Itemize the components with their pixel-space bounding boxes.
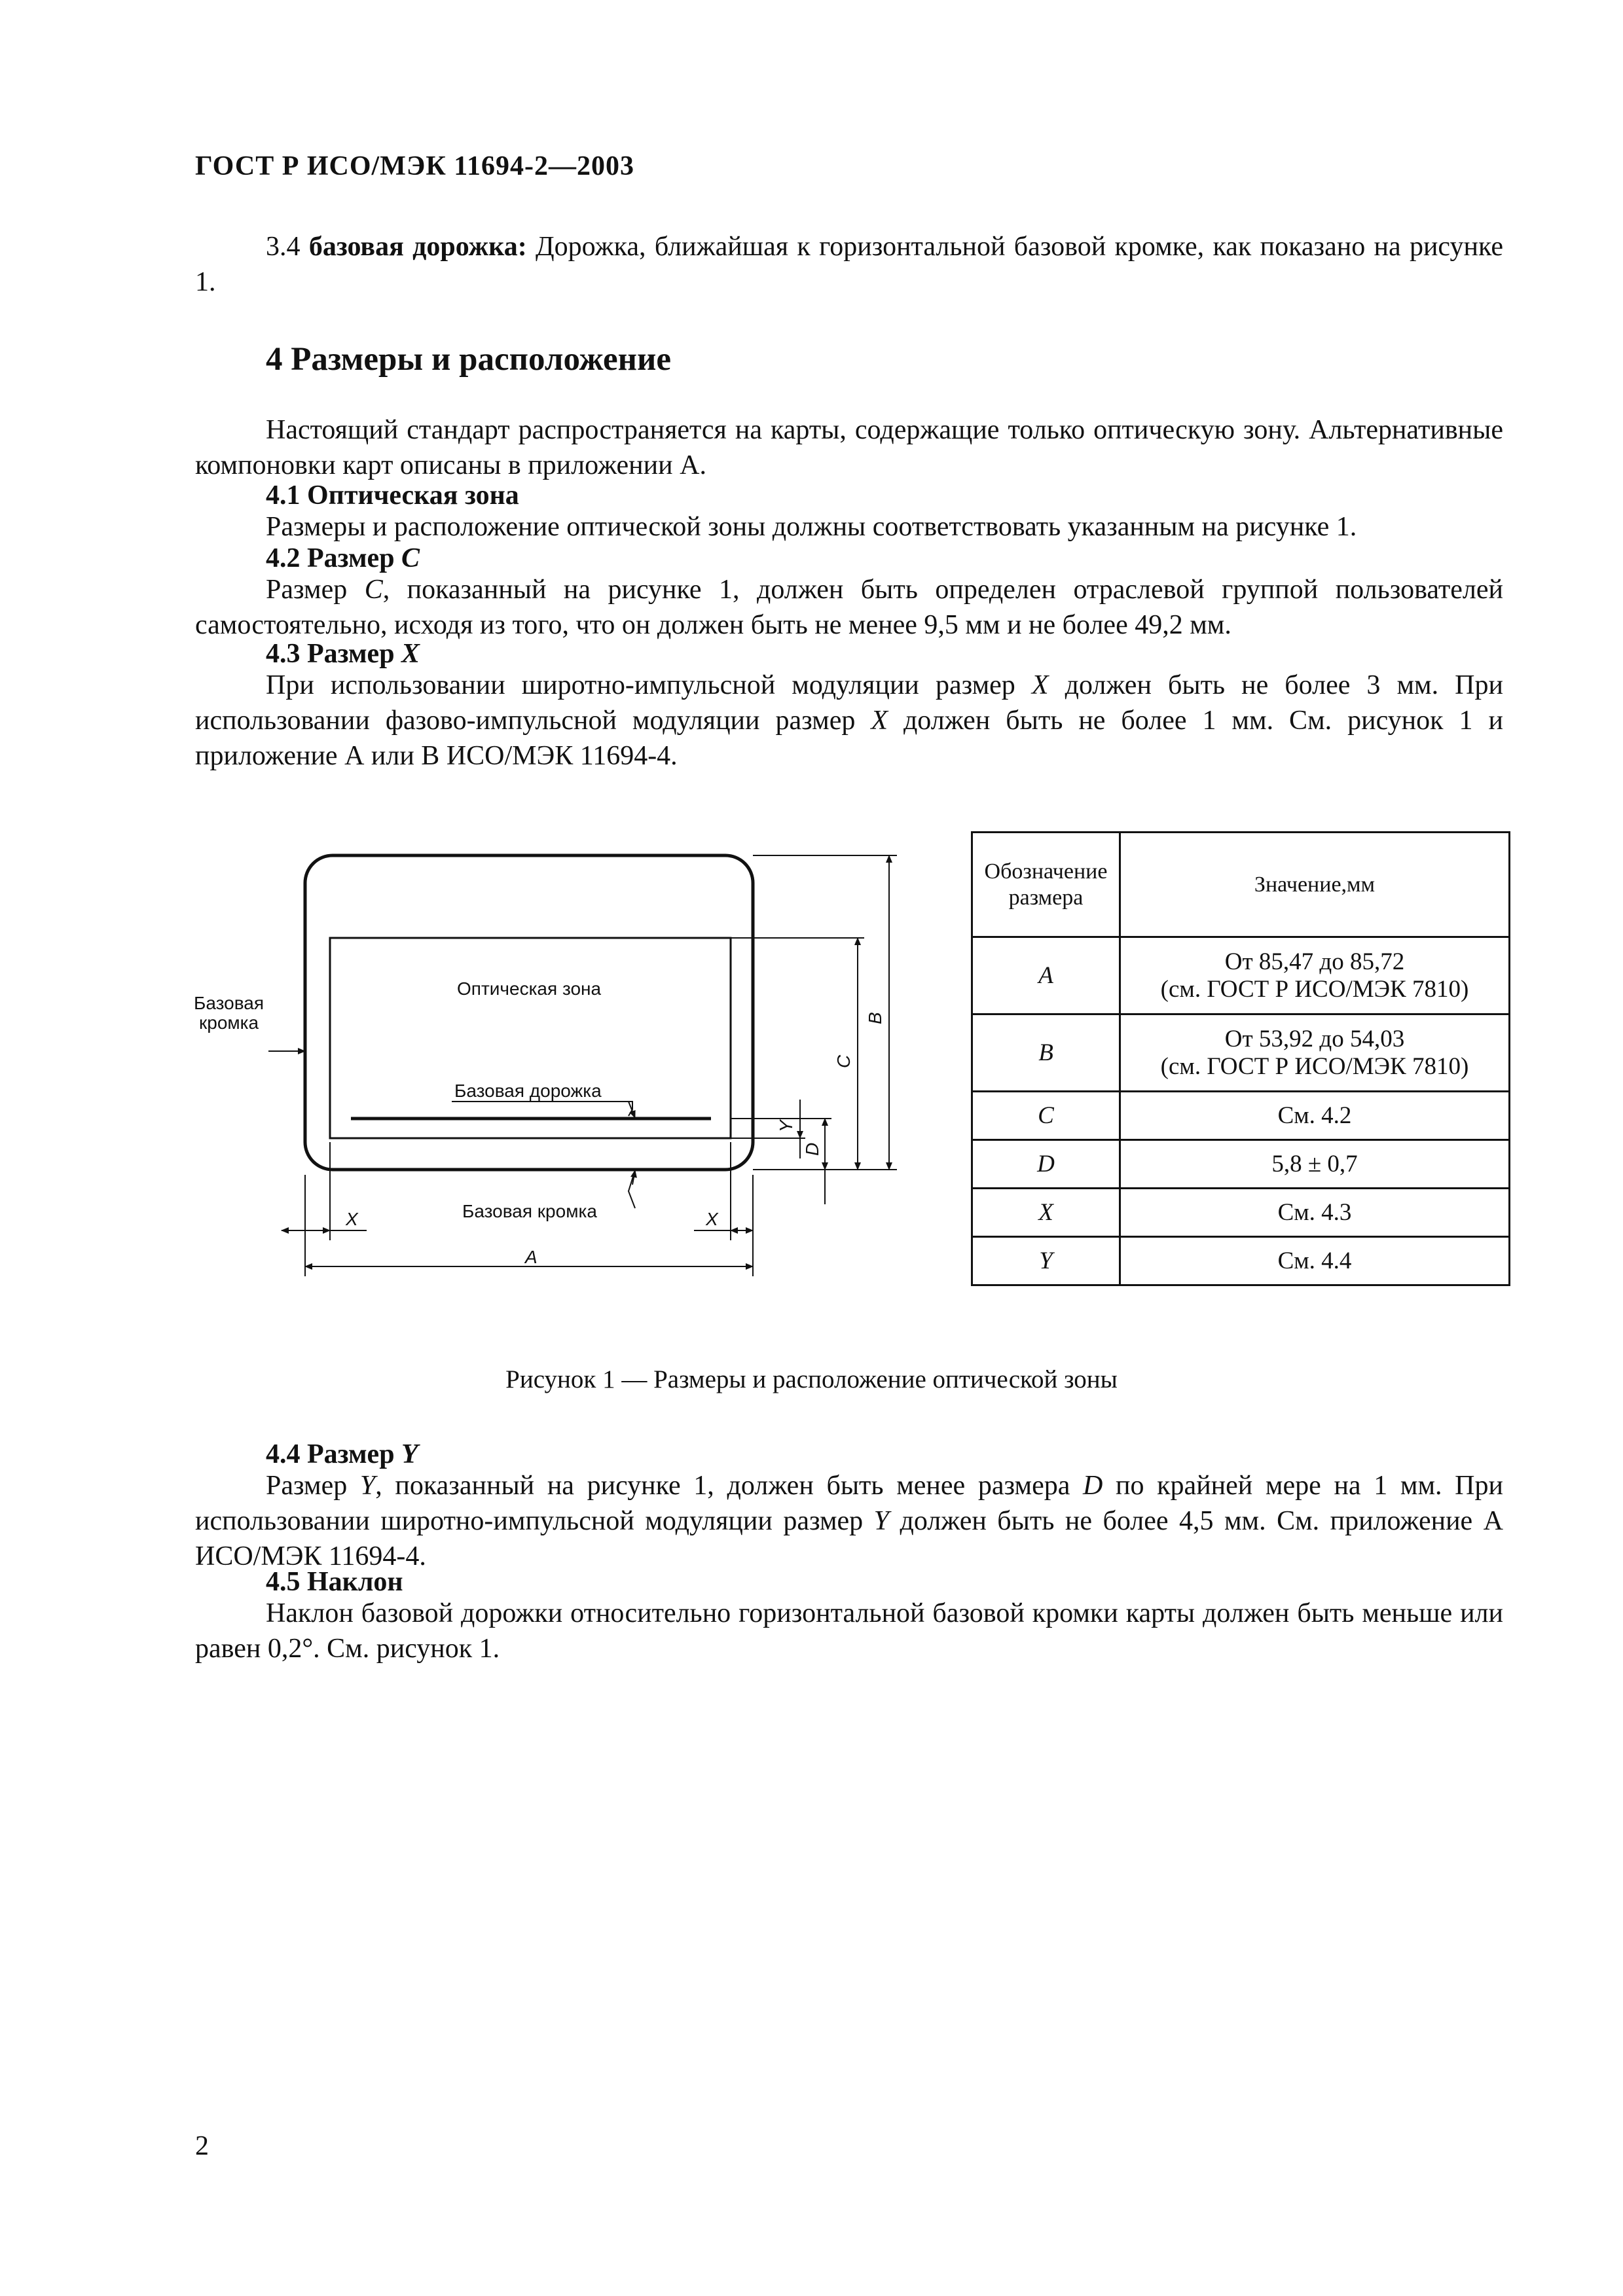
table-row bbox=[972, 1140, 1510, 1189]
table-row bbox=[972, 1014, 1510, 1092]
section-4-3-title bbox=[266, 636, 420, 672]
s43-text-b: должен быть не более 3 мм. При использовании фазово-импульсной модуляции размер bbox=[195, 670, 1503, 736]
s43-text-a: При использовании широтно-импульсной модуляции размер bbox=[266, 670, 1032, 700]
table-row bbox=[972, 937, 1510, 1014]
document-header: ГОСТ Р ИСО/МЭК 11694-2—2003 bbox=[195, 151, 634, 181]
s42-text-var: С bbox=[364, 575, 383, 605]
section-4-1-title: 4.1 Оптическая зона bbox=[266, 480, 519, 511]
optical-zone-rect bbox=[330, 938, 731, 1138]
section-4-3-title-prefix: 4.3 Размер bbox=[266, 639, 402, 669]
section-4-1-text: Размеры и расположение оптической зоны должны соответствовать указанным на рисунке 1. bbox=[266, 512, 1357, 542]
label-base-edge-bottom: Базовая кромка bbox=[462, 1201, 597, 1221]
label-dim-x-right: X bbox=[706, 1209, 718, 1229]
label-optical-zone: Оптическая зона bbox=[457, 978, 602, 999]
table-header-row bbox=[972, 833, 1510, 937]
table-cell-value: 5,8 ± 0,7 bbox=[1120, 1140, 1510, 1189]
s42-text-b: , показанный на рисунке 1, должен быть определен отраслевой группой пользователей самостоятельно, исходя из того, что он должен быть не менее 9,5 мм и не более 49,2 мм. bbox=[195, 575, 1503, 640]
section-4-5-text: Наклон базовой дорожки относительно горизонтальной базовой кромки карты должен быть меньше или равен 0,2°. См. рисунок 1. bbox=[195, 1598, 1503, 1664]
dimensions-table bbox=[971, 831, 1510, 1286]
section-4-3-title-var: X bbox=[401, 639, 420, 669]
table-header-value: Значение,мм bbox=[1120, 833, 1510, 937]
leader-base-track bbox=[452, 1102, 632, 1116]
table-cell-key: X bbox=[972, 1189, 1120, 1237]
term-bold: базовая дорожка: bbox=[308, 232, 527, 262]
label-dim-c: C bbox=[833, 1054, 854, 1068]
section-4-4-text bbox=[195, 1468, 1503, 1574]
term-text: Дорожка, ближайшая к горизонтальной базовой кромке, как показано на рисунке 1. bbox=[195, 232, 1503, 297]
table-row bbox=[972, 1237, 1510, 1285]
section-4-title: 4 Размеры и расположение bbox=[266, 341, 672, 378]
card-outline bbox=[305, 855, 753, 1170]
label-base-track: Базовая дорожка bbox=[454, 1081, 602, 1101]
label-base-edge-left-2: кромка bbox=[199, 1013, 259, 1033]
section-4-2-text bbox=[195, 572, 1503, 643]
table-cell-value: См. 4.4 bbox=[1120, 1237, 1510, 1285]
label-dim-b: B bbox=[865, 1012, 885, 1024]
s43-text-var2: X bbox=[871, 706, 888, 736]
table-cell-key: D bbox=[972, 1140, 1120, 1189]
s43-text-c: должен быть не более 1 мм. См. рисунок 1 и приложение А или В ИСО/МЭК 11694-4. bbox=[195, 706, 1503, 771]
s44-text-b: , показанный на рисунке 1, должен быть менее размера bbox=[375, 1471, 1084, 1501]
value-line1: От 85,47 до 85,72 bbox=[1224, 948, 1405, 975]
table-row bbox=[972, 1189, 1510, 1237]
table-cell-value bbox=[1120, 1014, 1510, 1092]
s42-text-a: Размер bbox=[266, 575, 365, 605]
table-cell-value: См. 4.2 bbox=[1120, 1092, 1510, 1140]
card-dimensions-diagram bbox=[177, 838, 923, 1296]
table-cell-key: A bbox=[972, 937, 1120, 1014]
table-row bbox=[972, 1092, 1510, 1140]
term-number: 3.4 bbox=[266, 232, 301, 262]
s44-text-var3: Y bbox=[873, 1506, 890, 1536]
section-4-4-title-prefix: 4.4 Размер bbox=[266, 1439, 402, 1469]
label-dim-y: Y bbox=[776, 1120, 796, 1132]
section-4-2-title-var: С bbox=[401, 543, 420, 573]
page-number: 2 bbox=[195, 2131, 209, 2161]
label-dim-x-left: X bbox=[346, 1209, 358, 1229]
value-line1: От 53,92 до 54,03 bbox=[1224, 1025, 1405, 1052]
s44-text-var2: D bbox=[1083, 1471, 1103, 1501]
table-cell-value: См. 4.3 bbox=[1120, 1189, 1510, 1237]
s44-text-a: Размер bbox=[266, 1471, 360, 1501]
section-4-3-text bbox=[195, 668, 1503, 774]
section-4-2-title bbox=[266, 541, 420, 576]
value-line2: (см. ГОСТ Р ИСО/МЭК 7810) bbox=[1160, 975, 1469, 1003]
table-cell-value bbox=[1120, 937, 1510, 1014]
value-line2: (см. ГОСТ Р ИСО/МЭК 7810) bbox=[1160, 1052, 1469, 1080]
term-3-4 bbox=[195, 229, 1503, 300]
label-dim-a: A bbox=[525, 1247, 538, 1267]
label-dim-d: D bbox=[802, 1142, 822, 1156]
table-cell-key: C bbox=[972, 1092, 1120, 1140]
s44-text-c: по крайней мере на 1 мм. При использовании широтно-импульсной модуляции размер bbox=[195, 1471, 1503, 1536]
s44-text-var1: Y bbox=[359, 1471, 376, 1501]
section-4-5-title: 4.5 Наклон bbox=[266, 1567, 403, 1597]
figure-caption: Рисунок 1 — Размеры и расположение оптической зоны bbox=[505, 1365, 1118, 1393]
section-4-intro: Настоящий стандарт распространяется на карты, содержащие только оптическую зону. Альтернативные компоновки карт описаны в приложении А. bbox=[195, 415, 1503, 480]
section-4-4-title bbox=[266, 1437, 418, 1472]
s43-text-var1: X bbox=[1031, 670, 1049, 700]
label-base-edge-left-1: Базовая bbox=[194, 993, 264, 1013]
table-cell-key: B bbox=[972, 1014, 1120, 1092]
section-4-4-title-var: Y bbox=[401, 1439, 418, 1469]
table-cell-key: Y bbox=[972, 1237, 1120, 1285]
table-header-designation: Обозначение размера bbox=[972, 833, 1120, 937]
section-4-2-title-prefix: 4.2 Размер bbox=[266, 543, 402, 573]
s44-text-d: должен быть не более 4,5 мм. См. приложение А ИСО/МЭК 11694-4. bbox=[195, 1506, 1503, 1571]
